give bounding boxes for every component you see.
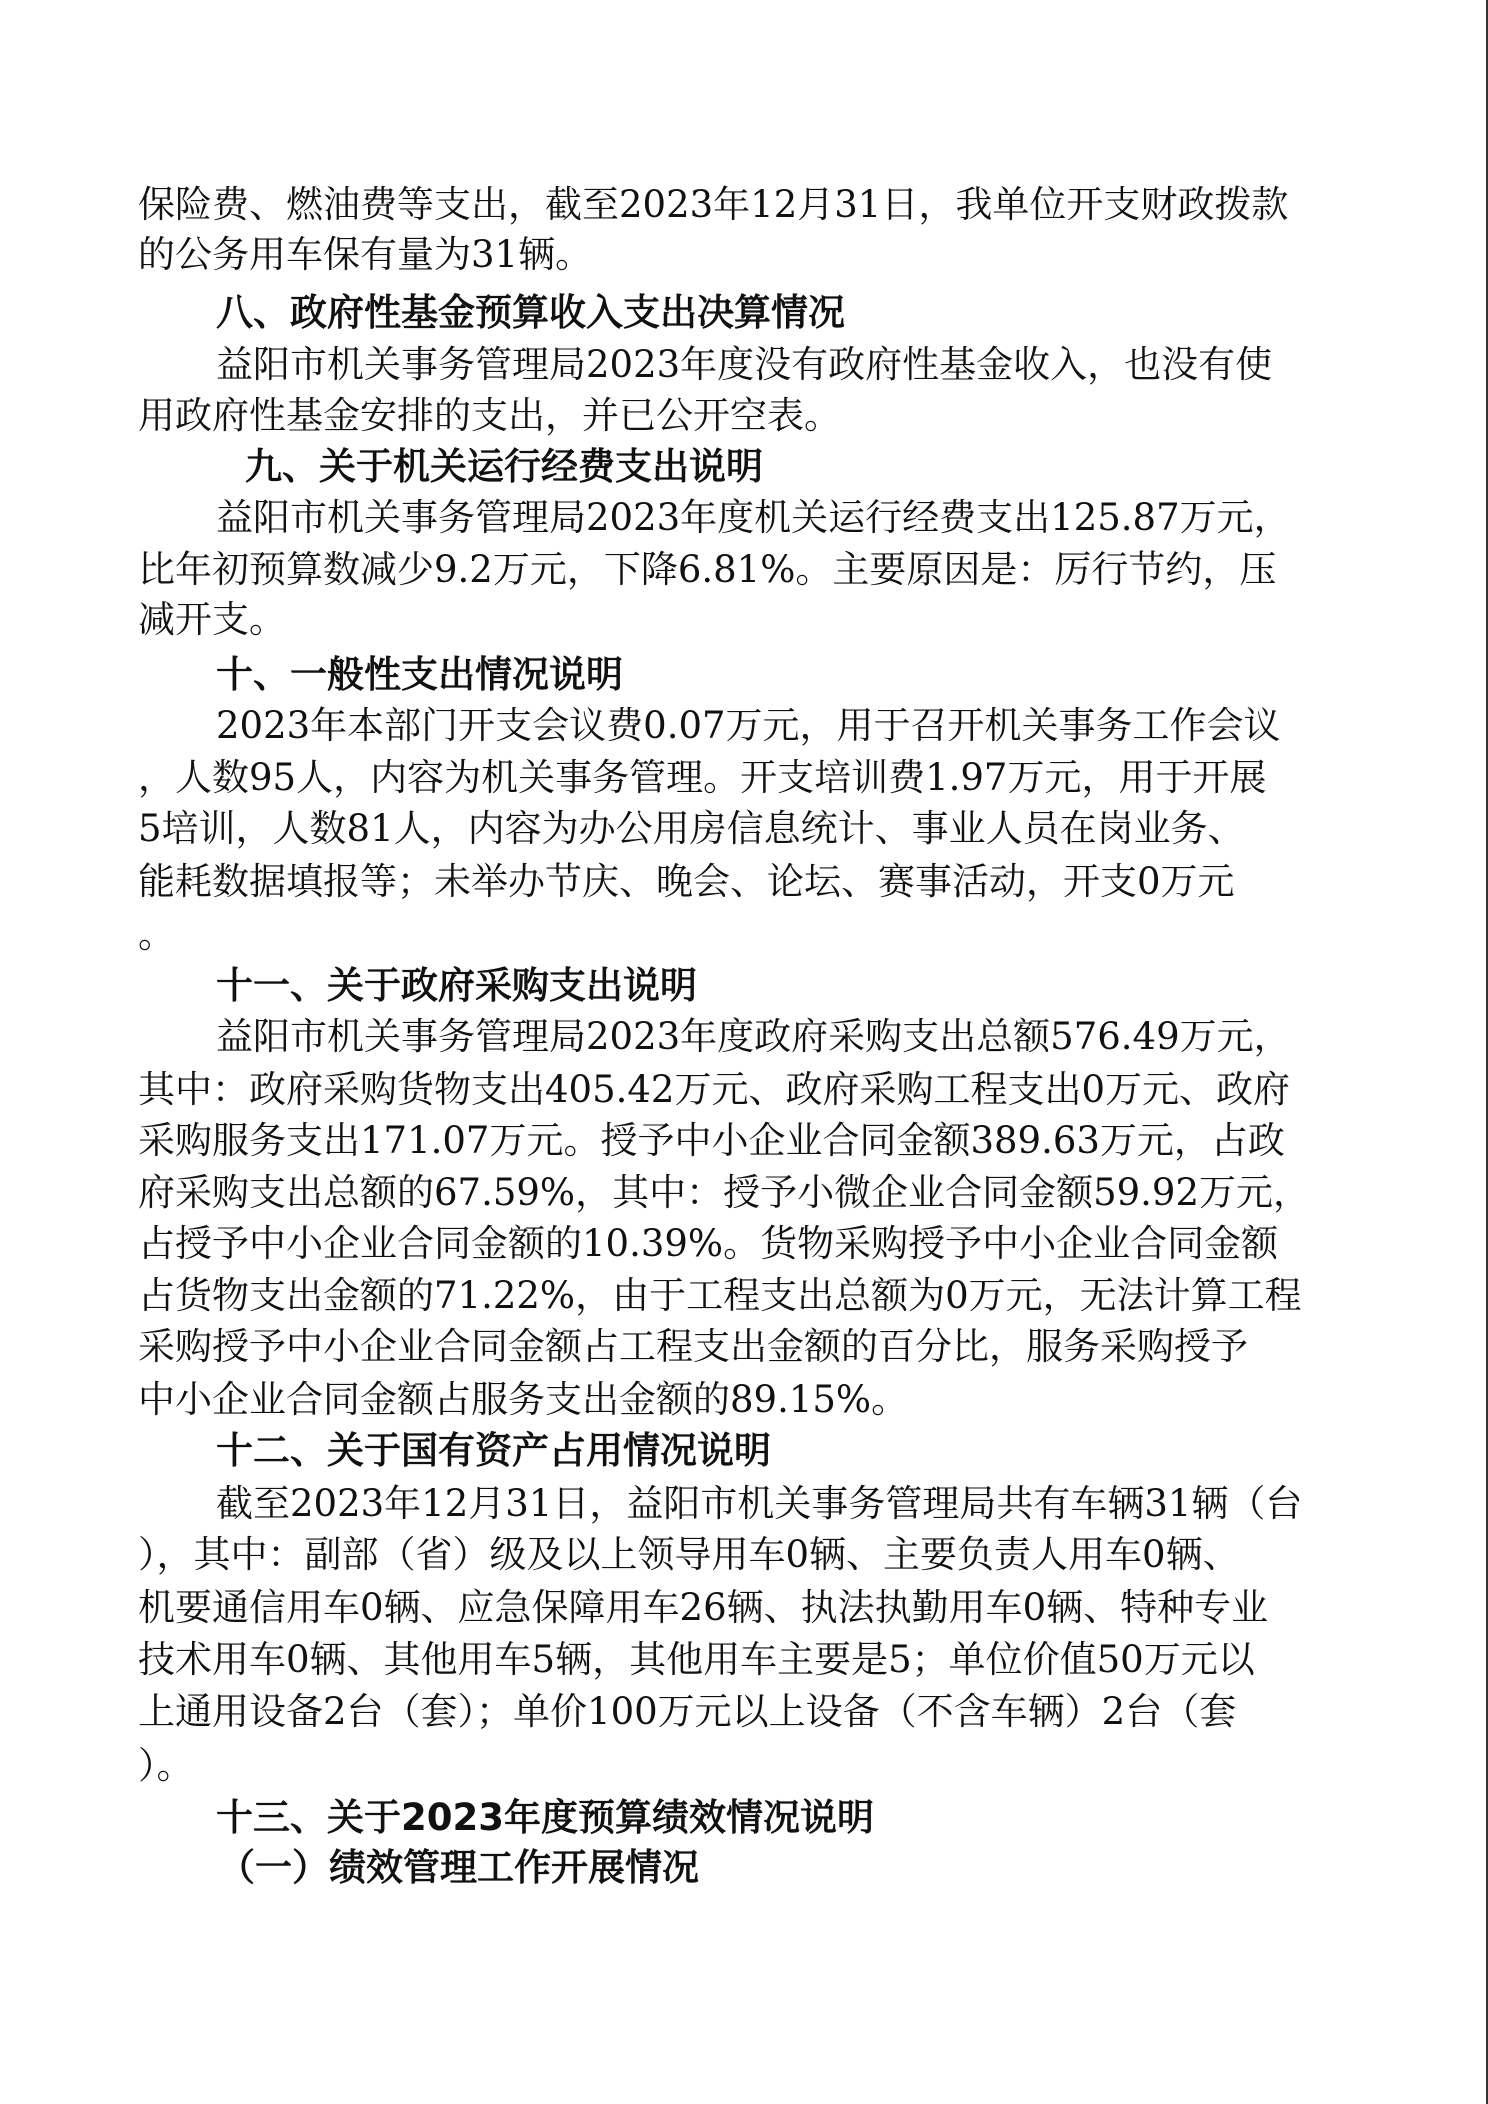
section-heading: 十三、关于2023年度预算绩效情况说明 bbox=[216, 1796, 874, 1839]
section-heading: 八、政府性基金预算收入支出决算情况 bbox=[216, 291, 845, 334]
paragraph-line: 上通用设备2台（套）；单价100万元以上设备（不含车辆）2台（套 bbox=[138, 1690, 1237, 1733]
paragraph-line: 能耗数据填报等；未举办节庆、晚会、论坛、赛事活动，开支0万元 bbox=[138, 860, 1235, 903]
section-heading: 十一、关于政府采购支出说明 bbox=[216, 964, 697, 1007]
paragraph-line: 中小企业合同金额占服务支出金额的89.15%。 bbox=[138, 1378, 909, 1421]
paragraph-line: 占授予中小企业合同金额的10.39%。货物采购授予中小企业合同金额 bbox=[138, 1222, 1279, 1265]
paragraph-line: 保险费、燃油费等支出，截至2023年12月31日，我单位开支财政拨款 bbox=[138, 183, 1289, 226]
paragraph-line: ）。 bbox=[138, 1744, 194, 1787]
section-heading: 十、一般性支出情况说明 bbox=[216, 653, 623, 696]
paragraph-line: 益阳市机关事务管理局2023年度没有政府性基金收入，也没有使 bbox=[216, 343, 1273, 386]
paragraph-line: 减开支。 bbox=[138, 598, 286, 641]
paragraph-line: 采购服务支出171.07万元。授予中小企业合同金额389.63万元，占政 bbox=[138, 1119, 1285, 1162]
paragraph-line: 截至2023年12月31日，益阳市机关事务管理局共有车辆31辆（台 bbox=[216, 1482, 1303, 1525]
section-heading: 九、关于机关运行经费支出说明 bbox=[245, 445, 763, 488]
paragraph-line: 2023年本部门开支会议费0.07万元，用于召开机关事务工作会议 bbox=[216, 704, 1281, 747]
paragraph-line: 府采购支出总额的67.59%，其中：授予小微企业合同金额59.92万元， bbox=[138, 1171, 1311, 1214]
paragraph-line: ，人数95人，内容为机关事务管理。开支培训费1.97万元，用于开展 bbox=[138, 756, 1267, 799]
paragraph-line: 占货物支出金额的71.22%，由于工程支出总额为0万元，无法计算工程 bbox=[138, 1274, 1302, 1317]
paragraph-line: 采购授予中小企业合同金额占工程支出金额的百分比，服务采购授予 bbox=[138, 1325, 1248, 1368]
paragraph-line: 技术用车0辆、其他用车5辆，其他用车主要是5；单位价值50万元以 bbox=[138, 1638, 1255, 1681]
paragraph-line: ），其中：副部（省）级及以上领导用车0辆、主要负责人用车0辆、 bbox=[138, 1533, 1240, 1576]
paragraph-line: 的公务用车保有量为31辆。 bbox=[138, 233, 593, 276]
paragraph-line: 其中：政府采购货物支出405.42万元、政府采购工程支出0万元、政府 bbox=[138, 1068, 1291, 1111]
paragraph-line: 益阳市机关事务管理局2023年度机关运行经费支出125.87万元， bbox=[216, 496, 1291, 539]
section-heading: （一）绩效管理工作开展情况 bbox=[218, 1846, 699, 1889]
paragraph-line: 用政府性基金安排的支出，并已公开空表。 bbox=[138, 394, 841, 437]
paragraph-line: 。 bbox=[138, 913, 175, 956]
paragraph-line: 5培训，人数81人，内容为办公用房信息统计、事业人员在岗业务、 bbox=[138, 807, 1245, 850]
section-heading: 十二、关于国有资产占用情况说明 bbox=[216, 1429, 771, 1472]
paragraph-line: 机要通信用车0辆、应急保障用车26辆、执法执勤用车0辆、特种专业 bbox=[138, 1586, 1269, 1629]
paragraph-line: 益阳市机关事务管理局2023年度政府采购支出总额576.49万元， bbox=[216, 1015, 1291, 1058]
paragraph-line: 比年初预算数减少9.2万元，下降6.81%。主要原因是：厉行节约，压 bbox=[138, 548, 1277, 591]
